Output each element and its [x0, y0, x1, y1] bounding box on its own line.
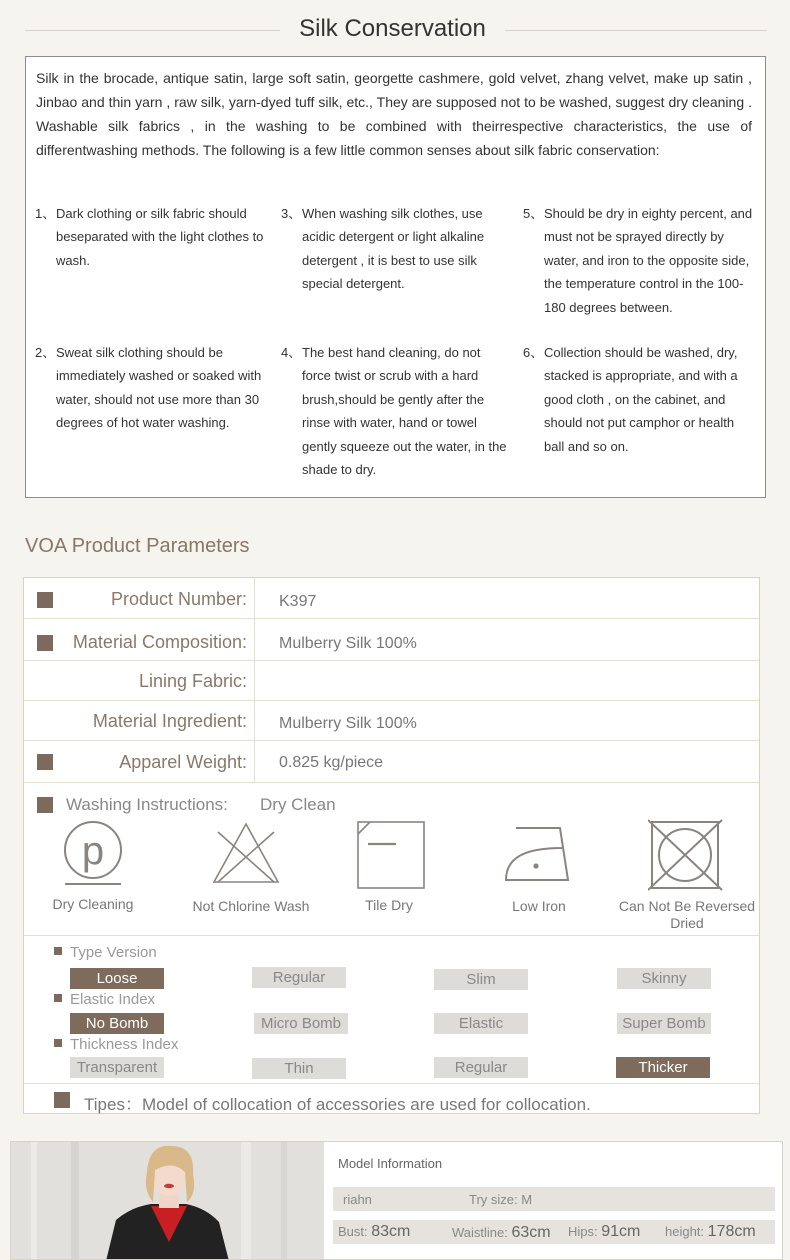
row-divider [254, 619, 255, 660]
wash-caption: Tile Dry [365, 897, 413, 913]
title-divider-left [25, 30, 280, 31]
title-divider-right [505, 30, 767, 31]
tip-4 [281, 341, 513, 481]
svg-text:p: p [81, 829, 105, 873]
group-title-text: Thickness Index [70, 1036, 179, 1053]
try-size-value: M [521, 1192, 533, 1207]
tip-3 [281, 202, 513, 296]
group-marker [54, 994, 62, 1002]
option-super-bomb[interactable]: Super Bomb [617, 1013, 711, 1034]
bust-label: Bust: [338, 1224, 368, 1239]
tip-1 [35, 202, 267, 272]
section-divider [24, 1083, 759, 1084]
no-tumble-dry-icon [648, 818, 724, 892]
param-label: Apparel Weight: [119, 752, 247, 772]
row-marker [37, 754, 53, 770]
params-heading: VOA Product Parameters [25, 535, 250, 557]
try-size [469, 1192, 532, 1207]
params-table [23, 577, 760, 1114]
param-row-material-composition [24, 619, 759, 661]
hips-value: 91cm [601, 1223, 641, 1240]
row-divider [254, 701, 255, 740]
option-loose[interactable]: Loose [70, 968, 164, 989]
param-value: K397 [279, 593, 317, 610]
section-divider [24, 935, 759, 936]
conservation-box [25, 56, 766, 498]
row-divider [254, 578, 255, 618]
option-elastic[interactable]: Elastic [434, 1013, 528, 1034]
param-row-product-number [24, 578, 759, 619]
param-label: Material Ingredient: [92, 711, 247, 731]
height-value: 178cm [707, 1223, 756, 1240]
model-photo [11, 1142, 324, 1260]
intro-text: Silk in the brocade, antique satin, large soft satin, georgette cashmere, gold velvet, zhang velvet, make up satin , Jinbao and thin yarn , raw silk, yarn-dyed tuff silk, etc., They are supposed not to be washed, suggest dry cleaning . Washable silk fabrics , in the washing to be combined with theirrespective characteristics, the use of differentwashing methods. The following is a few little common senses about silk fabric conservation: [36, 70, 752, 158]
row-divider [254, 661, 255, 700]
wash-caption: Not Chlorine Wash [192, 898, 310, 914]
wash-caption: Dry Cleaning [52, 896, 134, 912]
tip-text: The best hand cleaning, do not force twist or scrub with a hard brush,should be gently after the rinse with water, hand or towel gently squeeze out the water, in the shade to dry. [302, 345, 507, 478]
param-value: 0.825 kg/piece [279, 754, 384, 771]
hips-label: Hips: [568, 1224, 598, 1239]
option-transparent[interactable]: Transparent [70, 1057, 164, 1078]
tile-dry-icon [356, 820, 426, 890]
option-slim[interactable]: Slim [434, 969, 528, 990]
waist-value: 63cm [511, 1224, 551, 1241]
dry-cleaning-icon [61, 820, 125, 886]
param-label: Product Number: [110, 589, 247, 609]
tip-number: 6、 [523, 345, 544, 360]
group-title-thickness-index [54, 1036, 178, 1053]
group-marker [54, 947, 62, 955]
group-title-text: Elastic Index [70, 991, 156, 1008]
model-name: riahn [343, 1192, 372, 1207]
param-value: Mulberry Silk 100% [279, 635, 417, 652]
bust-value: 83cm [371, 1223, 411, 1240]
group-title-elastic-index [54, 991, 155, 1008]
washing-label: Washing Instructions: [66, 795, 228, 814]
group-title-type-version [54, 944, 157, 961]
param-row-material-ingredient [24, 701, 759, 741]
hips [568, 1223, 640, 1241]
option-thin[interactable]: Thin [252, 1058, 346, 1079]
tip-text: Sweat silk clothing should be immediately washed or soaked with water, should not use more than 30 degrees of hot water washing. [56, 345, 262, 431]
tip-2 [35, 341, 267, 435]
try-size-label: Try size: [469, 1192, 518, 1207]
option-regular[interactable]: Regular [252, 967, 346, 988]
bust [338, 1223, 410, 1241]
tip-text: Should be dry in eighty percent, and must not be sprayed directly by water, and iron to the opposite side, the temperature control in the 100-180 degrees between. [544, 206, 753, 315]
model-info-bar-1 [333, 1187, 775, 1211]
param-label: Lining Fabric: [138, 671, 247, 691]
tip-number: 5、 [523, 206, 544, 221]
option-skinny[interactable]: Skinny [617, 968, 711, 989]
param-label: Material Composition: [72, 632, 247, 652]
wash-caption: Can Not Be Reversed Dried [618, 898, 756, 931]
model-info-box [10, 1141, 783, 1260]
tip-text: Collection should be washed, dry, stacked is appropriate, and with a good cloth , on the cabinet, and should not put camphor or health ball and so on. [544, 345, 738, 454]
option-micro-bomb[interactable]: Micro Bomb [254, 1013, 348, 1034]
group-title-text: Type Version [70, 944, 157, 961]
param-value: Mulberry Silk 100% [279, 715, 417, 732]
param-row-apparel-weight [24, 741, 759, 783]
row-divider [254, 741, 255, 782]
tip-text: When washing silk clothes, use acidic detergent or light alkaline detergent , it is best to use silk special detergent. [302, 206, 485, 292]
page-title: Silk Conservation [299, 15, 486, 42]
option-thicker[interactable]: Thicker [616, 1057, 710, 1078]
row-marker [54, 1092, 70, 1108]
tip-number: 1、 [35, 206, 56, 221]
no-chlorine-icon [210, 820, 282, 886]
wash-caption: Low Iron [512, 898, 566, 914]
model-info-title: Model Information [338, 1156, 443, 1171]
height-label: height: [665, 1224, 705, 1239]
group-marker [54, 1039, 62, 1047]
tip-text: Dark clothing or silk fabric should beseparated with the light clothes to wash. [56, 206, 264, 268]
waist-label: Waistline: [452, 1225, 508, 1240]
row-marker [37, 592, 53, 608]
tip-number: 3、 [281, 206, 302, 221]
low-iron-icon [502, 820, 574, 886]
tip-number: 4、 [281, 345, 302, 360]
tip-5 [523, 202, 755, 319]
tip-number: 2、 [35, 345, 56, 360]
param-row-lining-fabric [24, 661, 759, 701]
height [665, 1223, 756, 1241]
tips-text: Tipes：Model of collocation of accessories are used for collocation. [84, 1095, 591, 1114]
option-no-bomb[interactable]: No Bomb [70, 1013, 164, 1034]
row-marker [37, 797, 53, 813]
waistline [452, 1224, 551, 1242]
washing-value: Dry Clean [260, 795, 336, 814]
option-regular-thickness[interactable]: Regular [434, 1057, 528, 1078]
model-photo-illustration [11, 1142, 324, 1260]
tip-6 [523, 341, 755, 458]
row-marker [37, 635, 53, 651]
